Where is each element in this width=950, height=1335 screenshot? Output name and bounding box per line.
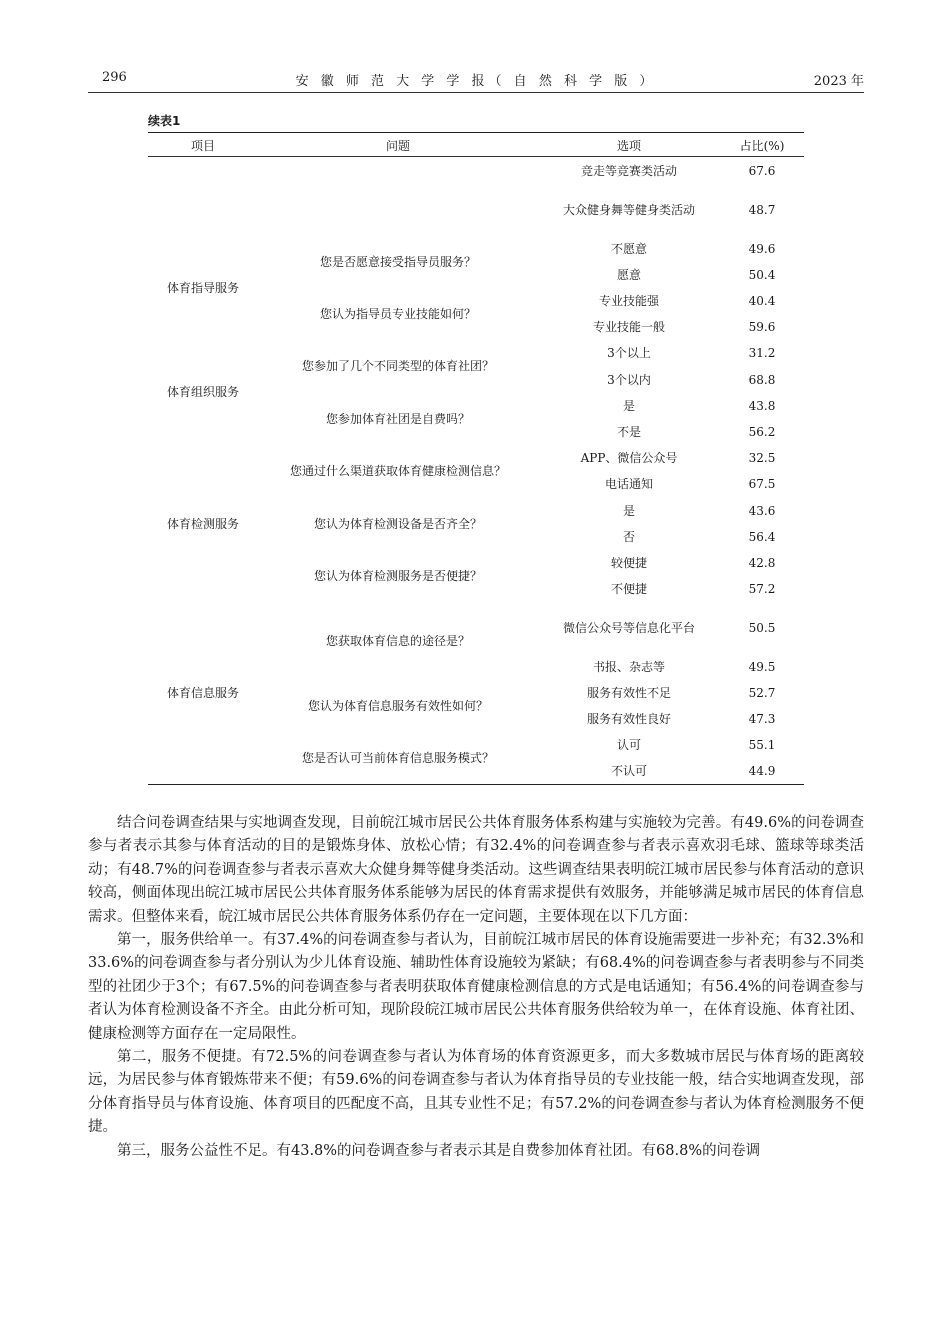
question-cell: 您认为体育检测设备是否齐全？ bbox=[313, 517, 483, 531]
percent-cell: 43.6 bbox=[748, 504, 776, 518]
item-cell: 体育组织服务 bbox=[166, 385, 240, 399]
option-cell: 认可 bbox=[616, 738, 642, 752]
option-cell: 电话通知 bbox=[604, 477, 654, 491]
option-cell: 服务有效性不足 bbox=[586, 686, 672, 700]
option-cell: 专业技能一般 bbox=[592, 320, 666, 334]
percent-cell: 49.5 bbox=[748, 660, 776, 674]
percent-cell: 52.7 bbox=[748, 686, 776, 700]
percent-cell: 68.8 bbox=[748, 373, 776, 387]
question-cell: 您通过什么渠道获取体育健康检测信息？ bbox=[289, 464, 507, 478]
percent-cell: 49.6 bbox=[748, 242, 776, 256]
option-cell: 是 bbox=[622, 504, 636, 518]
option-cell: 愿意 bbox=[616, 268, 642, 282]
publication-year: 2023 年 bbox=[813, 74, 864, 89]
option-cell: 不便捷 bbox=[610, 582, 648, 596]
option-cell: 服务有效性良好 bbox=[586, 712, 672, 726]
percent-cell: 67.6 bbox=[748, 164, 776, 178]
question-cell: 您认为指导员专业技能如何？ bbox=[319, 307, 477, 321]
option-cell: 大众健身舞等健身类活动 bbox=[562, 203, 696, 217]
percent-cell: 42.8 bbox=[748, 556, 776, 570]
paragraph: 结合问卷调查结果与实地调查发现，目前皖江城市居民公共体育服务体系构建与实施较为完善。有49.6%的问卷调查参与者表示其参与体育活动的目的是锻炼身体、放松心情；有32.4%的问卷调查参与者表示喜欢羽毛球、篮球等球类活动；有48.7%的问卷调查参与者表示喜欢大众健身舞等健身类活动。这些调查结果表明皖江城市居民参与体育活动的意识较高，侧面体现出皖江城市居民公共体育服务体系能够为居民的体育需求提供有效服务，并能够满足城市居民的体育信息需求。但整体来看，皖江城市居民公共体育服务体系仍存在一定问题，主要体现在以下几方面： bbox=[88, 815, 864, 925]
question-cell: 您参加了几个不同类型的体育社团？ bbox=[301, 359, 495, 373]
item-cell: 体育信息服务 bbox=[166, 686, 240, 700]
table-caption: 续表1 bbox=[148, 114, 181, 128]
option-cell: 微信公众号等信息化平台 bbox=[562, 621, 696, 635]
column-header-option: 选项 bbox=[616, 139, 642, 153]
percent-cell: 40.4 bbox=[748, 294, 776, 308]
table-top-rule bbox=[148, 132, 804, 133]
option-cell: 竞走等竞赛类活动 bbox=[580, 164, 678, 178]
percent-cell: 50.4 bbox=[748, 268, 776, 282]
page-number: 296 bbox=[102, 70, 127, 85]
option-cell: 3个以内 bbox=[607, 373, 651, 387]
paragraph: 第二，服务不便捷。有72.5%的问卷调查参与者认为体育场的体育资源更多，而大多数城市居民与体育场的距离较远，为居民参与体育锻炼带来不便；有59.6%的问卷调查参与者认为体育指导员的专业技能一般，结合实地调查发现，部分体育指导员与体育设施、体育项目的匹配度不高，且其专业性不足；有57.2%的问卷调查参与者认为体育检测服务不便捷。 bbox=[88, 1049, 864, 1136]
percent-cell: 50.5 bbox=[748, 621, 776, 635]
option-cell: 不认可 bbox=[610, 764, 648, 778]
option-cell: 书报、杂志等 bbox=[592, 660, 666, 674]
question-cell: 您是否愿意接受指导员服务？ bbox=[319, 255, 477, 269]
option-cell: 3个以上 bbox=[607, 346, 651, 360]
table-bottom-rule bbox=[148, 784, 804, 785]
percent-cell: 56.2 bbox=[748, 425, 776, 439]
percent-cell: 55.1 bbox=[748, 738, 776, 752]
percent-cell: 59.6 bbox=[748, 320, 776, 334]
option-cell: 否 bbox=[622, 530, 636, 544]
percent-cell: 57.2 bbox=[748, 582, 776, 596]
percent-cell: 44.9 bbox=[748, 764, 776, 778]
percent-cell: 32.5 bbox=[748, 451, 776, 465]
percent-cell: 31.2 bbox=[748, 346, 776, 360]
item-cell: 体育指导服务 bbox=[166, 281, 240, 295]
question-cell: 您参加体育社团是自费吗？ bbox=[325, 412, 471, 426]
column-header-item: 项目 bbox=[190, 139, 216, 153]
percent-cell: 47.3 bbox=[748, 712, 776, 726]
item-cell: 体育检测服务 bbox=[166, 517, 240, 531]
question-cell: 您获取体育信息的途径是？ bbox=[325, 634, 471, 648]
option-cell: APP、微信公众号 bbox=[580, 451, 678, 465]
percent-cell: 67.5 bbox=[748, 477, 776, 491]
option-cell: 不愿意 bbox=[610, 242, 648, 256]
option-cell: 是 bbox=[622, 399, 636, 413]
column-header-percent: 占比(%) bbox=[739, 139, 785, 153]
option-cell: 不是 bbox=[616, 425, 642, 439]
running-header bbox=[88, 66, 864, 93]
paragraph: 第一，服务供给单一。有37.4%的问卷调查参与者认为，目前皖江城市居民的体育设施需要进一步补充；有32.3%和33.6%的问卷调查参与者分别认为少儿体育设施、辅助性体育设施较为紧缺；有68.4%的问卷调查参与者表明参与不同类型的社团少于3个；有67.5%的问卷调查参与者表明获取体育健康检测信息的方式是电话通知；有56.4%的问卷调查参与者认为体育检测设备不齐全。由此分析可知，现阶段皖江城市居民公共体育服务供给较为单一，在体育设施、体育社团、健康检测等方面存在一定局限性。 bbox=[88, 932, 864, 1042]
journal-title: 安 徽 师 范 大 学 学 报（ 自 然 科 学 版 ） bbox=[295, 74, 657, 89]
table-header-rule bbox=[148, 156, 804, 157]
question-cell: 您是否认可当前体育信息服务模式？ bbox=[301, 751, 495, 765]
body-text bbox=[88, 812, 864, 1163]
column-header-question: 问题 bbox=[385, 139, 411, 153]
question-cell: 您认为体育检测服务是否便捷？ bbox=[313, 569, 483, 583]
option-cell: 较便捷 bbox=[610, 556, 648, 570]
percent-cell: 48.7 bbox=[748, 203, 776, 217]
percent-cell: 56.4 bbox=[748, 530, 776, 544]
option-cell: 专业技能强 bbox=[598, 294, 660, 308]
question-cell: 您认为体育信息服务有效性如何？ bbox=[307, 699, 489, 713]
paragraph: 第三，服务公益性不足。有43.8%的问卷调查参与者表示其是自费参加体育社团。有68.8%的问卷调 bbox=[117, 1142, 761, 1159]
percent-cell: 43.8 bbox=[748, 399, 776, 413]
